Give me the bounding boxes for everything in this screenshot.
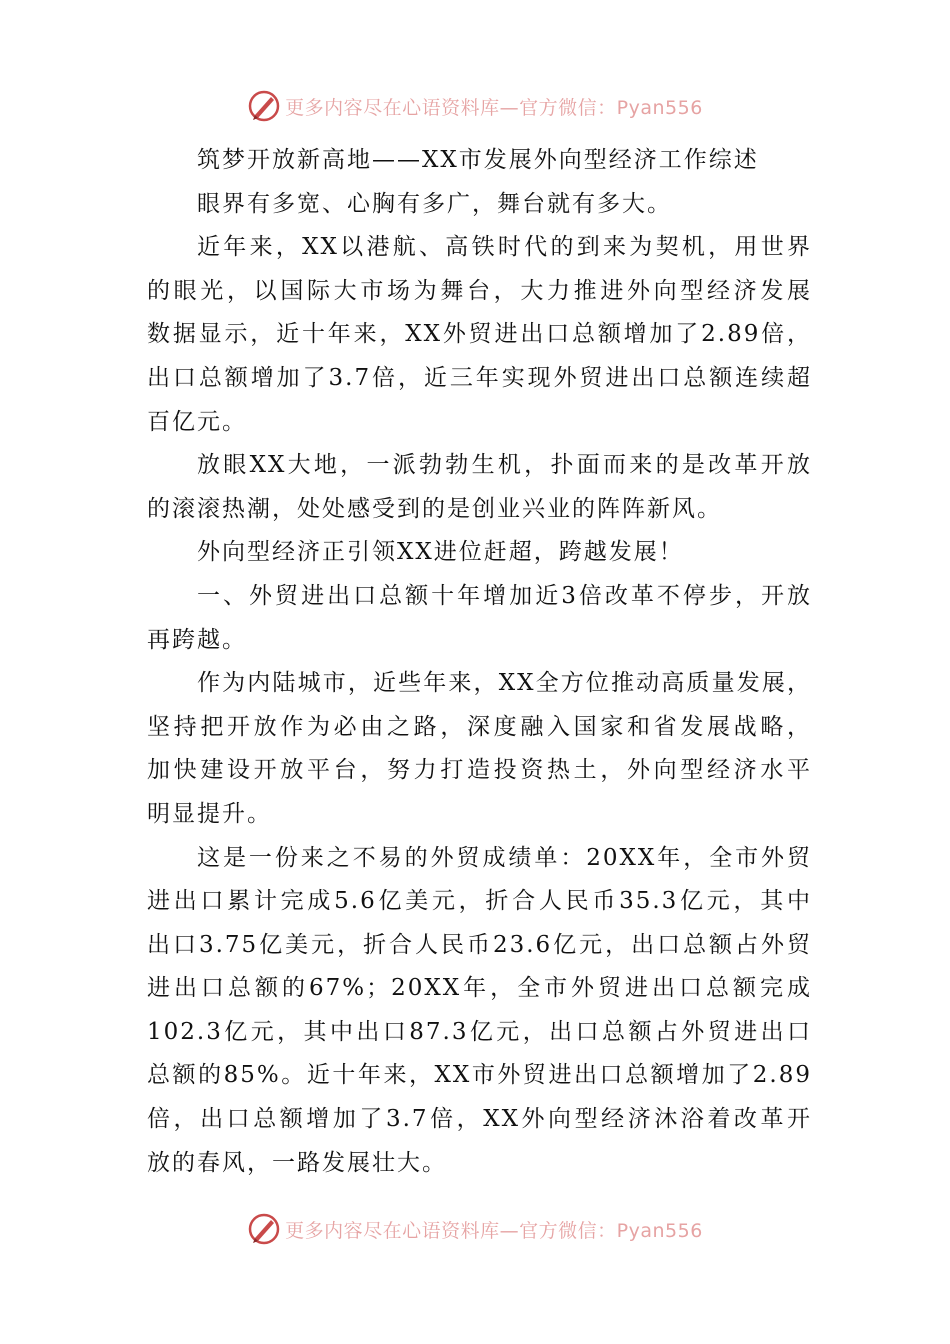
watermark-header bbox=[0, 84, 950, 128]
section-heading: 再跨越。 bbox=[147, 626, 247, 653]
paragraph-line: 百亿元。 bbox=[147, 408, 247, 435]
paragraph-line: 明显提升。 bbox=[147, 800, 272, 827]
paragraph-line: 出口总额增加了3.7倍，近三年实现外贸进出口总额连续超 bbox=[147, 364, 812, 391]
paragraph-line: 进出口总额的67%；20XX年，全市外贸进出口总额完成 bbox=[147, 975, 812, 1002]
section-heading: 一、外贸进出口总额十年增加近3倍改革不停步，开放 bbox=[197, 582, 812, 609]
paragraph-line: 倍，出口总额增加了3.7倍，XX外向型经济沐浴着改革开 bbox=[147, 1106, 812, 1133]
paragraph-line: 数据显示，近十年来，XX外贸进出口总额增加了2.89倍， bbox=[147, 321, 812, 348]
article-title: 筑梦开放新高地——XX市发展外向型经济工作综述 bbox=[197, 147, 759, 173]
paragraph-line: 加快建设开放平台，努力打造投资热土，外向型经济水平 bbox=[147, 757, 812, 784]
paragraph-line: 102.3亿元，其中出口87.3亿元，出口总额占外贸进出口 bbox=[147, 1018, 812, 1045]
paragraph-line: 的眼光，以国际大市场为舞台，大力推进外向型经济发展 bbox=[147, 277, 812, 304]
paragraph-line: 放眼XX大地，一派勃勃生机，扑面而来的是改革开放 bbox=[197, 452, 812, 479]
pen-logo-icon bbox=[247, 89, 281, 123]
watermark-text: 更多内容尽在心语资料库—官方微信：Pyan556 bbox=[285, 96, 703, 119]
paragraph-line: 出口3.75亿美元，折合人民币23.6亿元，出口总额占外贸 bbox=[147, 931, 812, 958]
paragraph-line: 这是一份来之不易的外贸成绩单：20XX年，全市外贸 bbox=[197, 844, 812, 871]
paragraph-line: 进出口累计完成5.6亿美元，折合人民币35.3亿元，其中 bbox=[147, 888, 812, 915]
watermark-text: 更多内容尽在心语资料库—官方微信：Pyan556 bbox=[285, 1219, 703, 1242]
pen-logo-icon bbox=[247, 1212, 281, 1246]
paragraph-line: 的滚滚热潮，处处感受到的是创业兴业的阵阵新风。 bbox=[147, 495, 722, 522]
paragraph-line: 外向型经济正引领XX进位赶超，跨越发展！ bbox=[197, 539, 684, 566]
article-body bbox=[147, 139, 812, 1185]
watermark-footer bbox=[0, 1207, 950, 1251]
paragraph-line: 近年来，XX以港航、高铁时代的到来为契机，用世界 bbox=[197, 234, 812, 261]
paragraph-line: 放的春风，一路发展壮大。 bbox=[147, 1149, 447, 1176]
paragraph-line: 眼界有多宽、心胸有多广，舞台就有多大。 bbox=[197, 190, 672, 217]
paragraph-line: 总额的85%。近十年来，XX市外贸进出口总额增加了2.89 bbox=[147, 1062, 812, 1089]
paragraph-line: 作为内陆城市，近些年来，XX全方位推动高质量发展， bbox=[197, 670, 812, 697]
paragraph-line: 坚持把开放作为必由之路，深度融入国家和省发展战略， bbox=[147, 713, 812, 740]
